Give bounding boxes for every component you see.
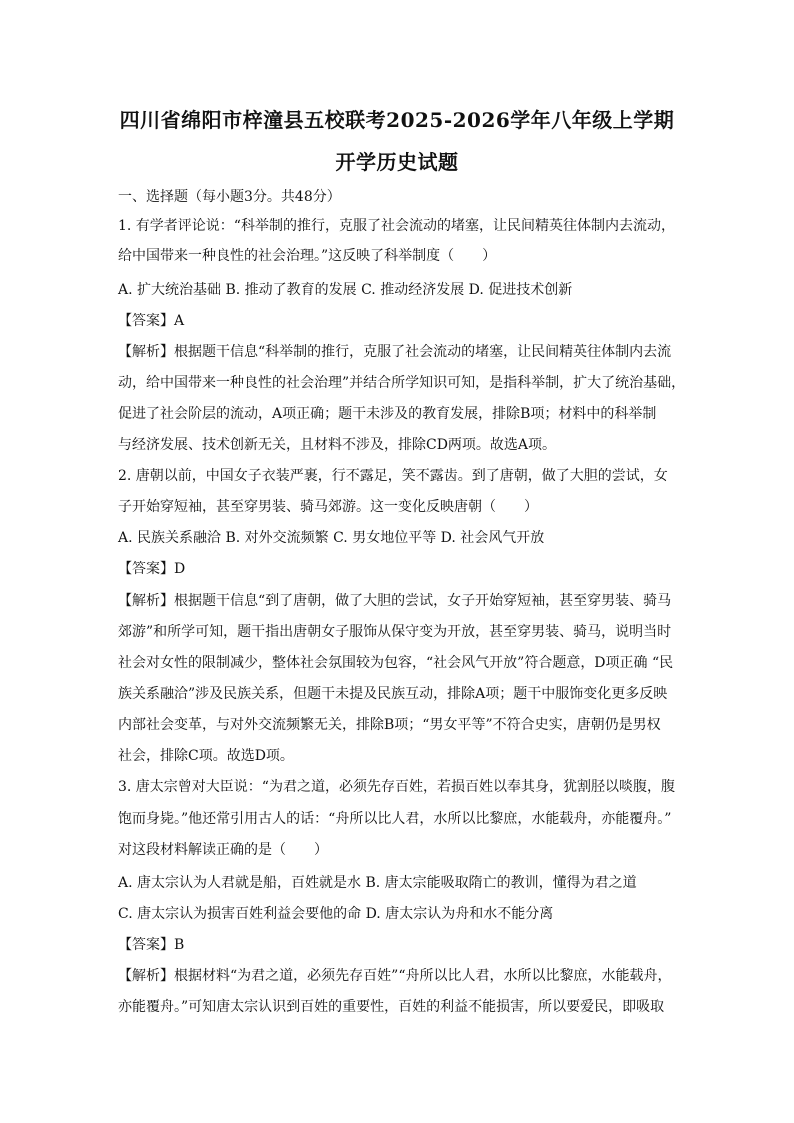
q3-analysis-line2: 亦能覆舟。”可知唐太宗认识到百姓的重要性，百姓的利益不能损害，所以要爱民，即吸取 xyxy=(118,999,665,1015)
q1-stem-line1: 1. 有学者评论说：“科举制的推行，克服了社会流动的堵塞，让民间精英往体制内去流动， xyxy=(118,218,675,234)
q2-stem-line1: 2. 唐朝以前，中国女子衣装严裹，行不露足，笑不露齿。到了唐朝，做了大胆的尝试，女 xyxy=(118,468,668,484)
document-title-line1: 四川省绵阳市梓潼县五校联考2025-2026学年八年级上学期 xyxy=(119,108,675,132)
q3-stem-line3: 对这段材料解读正确的是（ ） xyxy=(118,842,328,858)
q2-answer: 【答案】D xyxy=(118,561,186,577)
q1-stem-line2: 给中国带来一种良性的社会治理。”这反映了科举制度（ ） xyxy=(118,248,497,264)
q2-analysis-line1: 【解析】根据题干信息“到了唐朝，做了大胆的尝试，女子开始穿短袖，甚至穿男装、骑马 xyxy=(118,593,672,609)
q1-answer: 【答案】A xyxy=(118,313,185,329)
q3-options-line2: C. 唐太宗认为损害百姓利益会要他的命 D. 唐太宗认为舟和水不能分离 xyxy=(118,906,554,922)
q3-stem-line2: 饱而身毙。”他还常引用古人的话：“舟所以比人君，水所以比黎庶，水能载舟，亦能覆舟。” xyxy=(118,811,672,827)
q1-analysis-line2: 动，给中国带来一种良性的社会治理”并结合所学知识可知，是指科举制，扩大了统治基础， xyxy=(118,375,686,391)
q2-analysis-line4: 族关系融洽”涉及民族关系，但题干未提及民族互动，排除A项；题干中服饰变化更多反映 xyxy=(118,686,668,702)
q3-analysis-line1: 【解析】根据材料“为君之道，必须先存百姓”“舟所以比人君，水所以比黎庶，水能载舟， xyxy=(118,968,672,984)
q3-options-line1: A. 唐太宗认为人君就是船，百姓就是水 B. 唐太宗能吸取隋亡的教训，懂得为君之道 xyxy=(118,875,637,891)
q1-analysis-line4: 与经济发展、技术创新无关，且材料不涉及，排除CD两项。故选A项。 xyxy=(118,437,557,453)
q3-answer: 【答案】B xyxy=(118,937,185,953)
q2-analysis-line6: 社会，排除C项。故选D项。 xyxy=(118,748,294,764)
q1-options: A. 扩大统治基础 B. 推动了教育的发展 C. 推动经济发展 D. 促进技术创新 xyxy=(118,282,573,298)
q1-analysis-line3: 促进了社会阶层的流动，A项正确；题干未涉及的教育发展，排除B项；材料中的科举制 xyxy=(118,406,657,422)
document-title-line2: 开学历史试题 xyxy=(335,150,459,174)
q2-analysis-line5: 内部社会变革，与对外交流频繁无关，排除B项；“男女平等”不符合史实，唐朝仍是男权 xyxy=(118,717,661,733)
q3-stem-line1: 3. 唐太宗曾对大臣说：“为君之道，必须先存百姓，若损百姓以奉其身，犹割胫以啖腹，腹 xyxy=(118,779,675,795)
q2-options: A. 民族关系融洽 B. 对外交流频繁 C. 男女地位平等 D. 社会风气开放 xyxy=(118,530,545,546)
section-heading: 一、选择题（每小题3分。共48分） xyxy=(118,189,341,205)
q2-stem-line2: 子开始穿短袖，甚至穿男装、骑马郊游。这一变化反映唐朝（ ） xyxy=(118,499,538,515)
q2-analysis-line2: 郊游”和所学可知，题干指出唐朝女子服饰从保守变为开放，甚至穿男装、骑马，说明当时 xyxy=(118,624,672,640)
q2-analysis-line3: 社会对女性的限制减少，整体社会氛围较为包容，“社会风气开放”符合题意，D项正确 “民 xyxy=(118,655,674,671)
q1-analysis-line1: 【解析】根据题干信息“科举制的推行，克服了社会流动的堵塞，让民间精英往体制内去流 xyxy=(118,344,672,360)
